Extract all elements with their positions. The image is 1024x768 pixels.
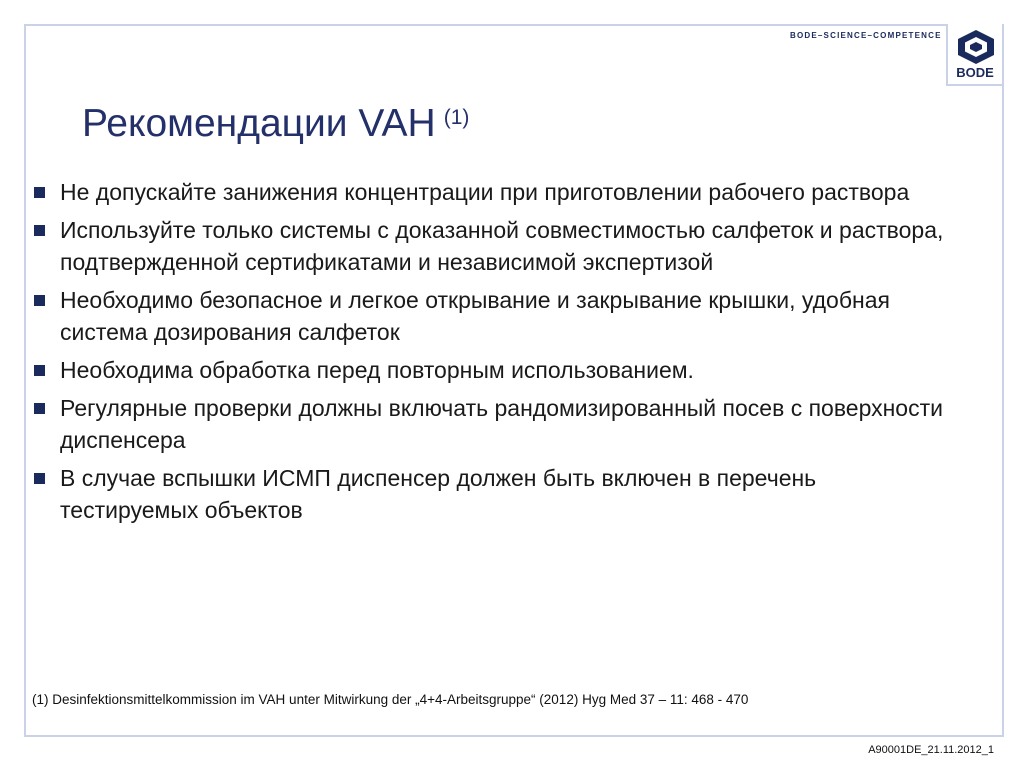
- list-item: [32, 392, 952, 456]
- list-item: [32, 176, 952, 208]
- bullet-list: [32, 176, 952, 532]
- bullet-text: Не допускайте занижения концентрации при приготовлении рабочего раствора: [60, 179, 910, 205]
- footnote: (1) Desinfektionsmittelkommission im VAH unter Mitwirkung der „4+4-Arbeitsgruppe“ (2012) Hyg Med 37 – 11: 468 - 470: [32, 692, 749, 707]
- bullet-text: Регулярные проверки должны включать рандомизированный посев с поверхности диспенсера: [60, 395, 943, 453]
- bullet-text: Необходима обработка перед повторным использованием.: [60, 357, 694, 383]
- document-id: A90001DE_21.11.2012_1: [868, 744, 994, 756]
- list-item: [32, 284, 952, 348]
- list-item: [32, 214, 952, 278]
- square-bullet-icon: [34, 225, 45, 236]
- list-item: [32, 462, 952, 526]
- square-bullet-icon: [34, 403, 45, 414]
- list-item: [32, 354, 952, 386]
- bode-hexagon-logo-icon: [955, 28, 997, 66]
- brand-tagline: BODE–SCIENCE–COMPETENCE: [790, 31, 942, 40]
- square-bullet-icon: [34, 473, 45, 484]
- bullet-text: В случае вспышки ИСМП диспенсер должен быть включен в перечень тестируемых объектов: [60, 465, 817, 523]
- page-title: [82, 102, 469, 146]
- bullet-text: Необходимо безопасное и легкое открывание и закрывание крышки, удобная система дозирования салфеток: [60, 287, 890, 345]
- square-bullet-icon: [34, 365, 45, 376]
- title-reference: (1): [443, 106, 470, 129]
- square-bullet-icon: [34, 187, 45, 198]
- bullet-text: Используйте только системы с доказанной совместимостью салфеток и раствора, подтвержденной сертификатами и независимой экспертизой: [60, 217, 944, 275]
- title-text: Рекомендации VAH: [82, 102, 436, 145]
- logo: [946, 24, 1002, 86]
- logo-text: BODE: [956, 65, 994, 80]
- square-bullet-icon: [34, 295, 45, 306]
